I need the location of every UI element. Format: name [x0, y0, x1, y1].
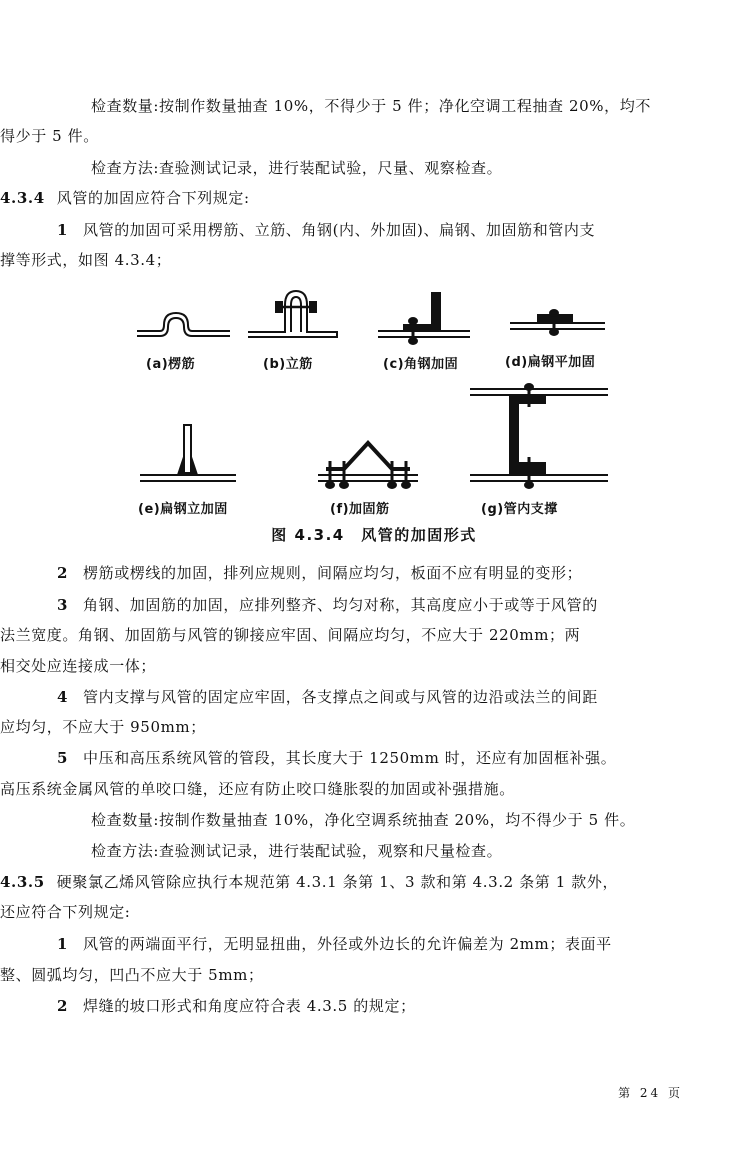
text-line	[0, 158, 748, 178]
line-text: 整、圆弧均匀，凹凸不应大于 5mm；	[0, 966, 264, 984]
line-text: 应均匀，不应大于 950mm；	[0, 718, 206, 736]
line-text: 焊缝的坡口形式和角度应符合表 4.3.5 的规定；	[83, 997, 416, 1015]
diagram-b-standing-seam	[248, 291, 337, 337]
text-line	[0, 934, 748, 954]
text-line	[0, 126, 748, 146]
diagram-g-internal-support	[470, 384, 608, 488]
page-number: 第 24 页	[618, 1086, 683, 1100]
diagram-e-flat-steel-upright	[140, 425, 236, 481]
caption-d: (d)扁钢平加固	[505, 355, 596, 370]
item-number: 2	[57, 564, 69, 582]
section-number: 4.3.5	[0, 873, 45, 891]
line-text: 撑等形式，如图 4.3.4；	[0, 251, 172, 269]
caption-g: (g)管内支撑	[481, 502, 558, 517]
text-line	[0, 220, 748, 240]
text-line	[0, 902, 748, 922]
text-line	[0, 748, 748, 768]
text-line	[0, 188, 748, 208]
line-text: 高压系统金属风管的单咬口缝，还应有防止咬口缝胀裂的加固或补强措施。	[0, 780, 515, 798]
line-text: 风管的加固应符合下列规定:	[56, 189, 250, 207]
line-text: 检查方法:查验测试记录，进行装配试验，观察和尺量检查。	[91, 842, 503, 860]
text-line	[0, 250, 748, 270]
figure-title: 图 4.3.4 风管的加固形式	[271, 526, 477, 544]
text-line	[0, 96, 748, 116]
section-number: 4.3.4	[0, 189, 45, 207]
line-text: 还应符合下列规定:	[0, 903, 131, 921]
text-line	[0, 872, 748, 892]
line-text: 检查方法:查验测试记录，进行装配试验，尺量、观察检查。	[91, 159, 503, 177]
caption-f: (f)加固筋	[330, 502, 390, 517]
line-text: 楞筋或楞线的加固，排列应规则，间隔应均匀，板面不应有明显的变形；	[83, 564, 583, 582]
item-number: 5	[57, 749, 69, 767]
text-line	[0, 563, 748, 583]
line-text: 检查数量:按制作数量抽查 10%，不得少于 5 件；净化空调工程抽查 20%，均不	[91, 97, 651, 115]
text-line	[0, 687, 748, 707]
text-line	[0, 717, 748, 737]
caption-c: (c)角钢加固	[383, 357, 459, 372]
line-text: 角钢、加固筋的加固，应排列整齐、均匀对称，其高度应小于或等于风管的	[83, 596, 598, 614]
diagram-f-reinforcing-bar	[318, 443, 418, 488]
line-text: 管内支撑与风管的固定应牢固，各支撑点之间或与风管的边沿或法兰的间距	[83, 688, 598, 706]
item-number: 1	[57, 935, 69, 953]
line-text: 相交处应连接成一体；	[0, 657, 157, 675]
caption-a: (a)楞筋	[146, 357, 196, 372]
diagram-d-flat-steel-flat	[510, 310, 605, 335]
item-number: 3	[57, 596, 69, 614]
diagram-c-angle-steel	[378, 293, 470, 344]
text-line	[0, 595, 748, 615]
text-line	[0, 779, 748, 799]
line-text: 得少于 5 件。	[0, 127, 99, 145]
item-number: 1	[57, 221, 69, 239]
line-text: 风管的加固可采用楞筋、立筋、角钢(内、外加固)、扁钢、加固筋和管内支	[83, 221, 596, 239]
diagram-a-ribbed	[137, 313, 230, 336]
text-line	[0, 625, 748, 645]
caption-e: (e)扁钢立加固	[138, 502, 228, 517]
line-text: 中压和高压系统风管的管段，其长度大于 1250mm 时，还应有加固框补强。	[83, 749, 617, 767]
text-line	[0, 656, 748, 676]
text-line	[0, 810, 748, 830]
reinforcement-figure	[0, 285, 748, 540]
line-text: 检查数量:按制作数量抽查 10%，净化空调系统抽查 20%，均不得少于 5 件。	[91, 811, 636, 829]
text-line	[0, 965, 748, 985]
caption-b: (b)立筋	[263, 357, 313, 372]
line-text: 风管的两端面平行，无明显扭曲，外径或外边长的允许偏差为 2mm；表面平	[83, 935, 612, 953]
text-line	[0, 996, 748, 1016]
text-line	[0, 841, 748, 861]
line-text: 法兰宽度。角钢、加固筋与风管的铆接应牢固、间隔应均匀，不应大于 220mm；两	[0, 626, 581, 644]
item-number: 2	[57, 997, 69, 1015]
item-number: 4	[57, 688, 69, 706]
line-text: 硬聚氯乙烯风管除应执行本规范第 4.3.1 条第 1、3 款和第 4.3.2 条第 1 款外，	[56, 873, 619, 891]
